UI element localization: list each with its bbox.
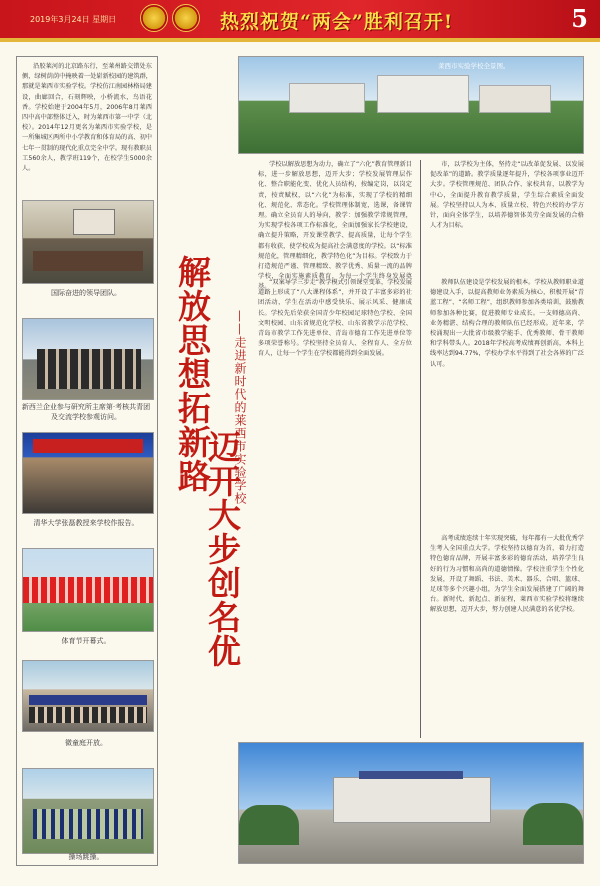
exercise-drill-photo: [22, 768, 154, 854]
sidebar-text: 沿胶莱河的北京路东行，至莱州路交错处东侧，绿树荫荫中掩映着一处崭新校园的建筑群，那就是莱西市实验学校。学校仿江南园林格局建设，曲廊回合，石刻辉映，小桥流水，鸟语花香。学校始建于2004年5月，2006年8月莱西四中高中部整体迁入，时为莱西市第一中学（北校）。2014年12月更名为莱西市实验学校，是一所集城区两所中小学教育和体育局的高、初中七年一贯制的现代化重点完全中学。现有教职员工560余人，教学班119个，在校学生5000余人。: [22, 63, 152, 173]
issue-date: 2019年3月24日 星期日: [30, 15, 117, 24]
campus-panorama-photo: [238, 56, 584, 154]
page-number: 5: [571, 4, 588, 33]
photo2-caption: 新西兰企业参与研究所主席第·考核共青团及交流学校参观访问。: [21, 403, 151, 421]
emblem-icon: [140, 4, 168, 32]
photo1-caption: 国际奋进的领导团队。: [51, 289, 121, 297]
sports-festival-photo: [22, 548, 154, 632]
banner-slogan: 热烈祝贺“两会”胜利召开!: [220, 11, 454, 33]
photo6-caption: 操场跳操。: [68, 853, 104, 861]
top-photo-caption: 莱西市实验学校全景图。: [438, 62, 510, 70]
article-column-c: “双案导学三步走”教学模式引领课堂变革，学校发展道路上形成了“八大课程体系”，并开设了丰富多彩的社团活动，学生在活动中感受快乐、展示风采、健康成长。学校先后荣获全国青少年校园足球特色学校、全国文明校园、山东省规范化学校、山东省教学示范学校、青岛市教学工作先进单位、青岛市德育工作先进单位等多项荣誉称号。学校坚持全员育人、全程育人、全方位育人，让每一个学生在学校都能得到全面发展。: [258, 279, 412, 358]
headline-subtitle: ——走进新时代的莱西市实验学校: [233, 310, 247, 505]
photo3-caption: 清华大学张磊教授来学校作报告。: [33, 519, 139, 527]
leadership-meeting-photo: [22, 200, 154, 284]
article-column-e: 高考成绩连续十年实现突破，每年都有一大批优秀学生考入全国重点大学。学校坚持以德育为首，着力打造特色德育品牌，开展丰富多彩的德育活动，培养学生良好的行为习惯和高尚的道德情操。学校注重学生个性化发展，开设了舞蹈、书法、美术、器乐、合唱、篮球、足球等多个兴趣小组，为学生全面发展搭建了广阔的舞台。新时代、新起点、新征程，莱西市实验学校将继续解放思想，迈开大步，努力创建人民满意的名优学校。: [430, 535, 584, 614]
photo5-caption: 微童庭开放。: [65, 739, 107, 747]
article-column-a: 学校以解放思想为动力，确立了“六化”教育管理新目标，进一步解放思想，迈开大步；学校发展管理层作化、整合职能化变、优化人员结构，按编定岗，以岗定责，按责赋权，以“六化”为标准，实现了学校的精细化、规范化、常态化。学校管理体制宽，选课，备课管理。确立全员育人的导向，教学：加强教学常规管理，为实现学校各项工作标准化，全面加强家长学校建设，确立提升策略，开发课堂教学、提高质量，让每个学生都有收获，使学校成为提高社会满意度的学校。以“标准规范化，管理精细化，教学特色化”为目标。学校致力于打造规范严谨、管理精致、教学优秀、质量一流的品牌学校，全面实施素质教育，为每一个学生终身发展奠基。: [258, 161, 412, 291]
lecture-hall-photo: [22, 432, 154, 514]
headline-line2: 迈开大步创名优: [203, 430, 242, 668]
emblem-icon: [172, 4, 200, 32]
masthead-banner: [0, 0, 600, 38]
photo4-caption: 体育节开幕式。: [61, 637, 111, 645]
campus-gate-photo: [238, 742, 584, 864]
banner-gold-rule: [0, 38, 600, 42]
article-column-d: 教师队伍建设是学校发展的根本。学校从教师职业道德建设入手，以提高教师业务素质为核心，积极开展“青蓝工程”、“名师工程”，组织教师参加各类培训，鼓励教师参加各种比赛，促进教师专业成长。一支师德高尚、业务精湛、结构合理的教师队伍已经形成。近年来，学校涌现出一大批省市级教学能手、优秀教师、骨干教师和学科带头人。2018年学校高考成绩再创新高，本科上线率达到94.77%，学校办学水平得到了社会各界的广泛认可。: [430, 279, 584, 368]
visitors-group-photo: [22, 318, 154, 400]
article-column-b: 市，以学校为主体，坚持走“以改革促发展、以发展促改革”的道路。教学质量逐年提升，学校各项事业迈开大步。学校管理规范、团队合作、家校共育，以教学为中心，全面提升教育教学质量，学生综合素质全面发展。学校坚持以人为本、质量立校、特色兴校的办学方针，面向全体学生，以培养德智体美劳全面发展的合格人才为目标。: [430, 161, 584, 230]
open-day-photo: [22, 660, 154, 732]
column-rule: [420, 160, 421, 738]
headline-line1: 解放思想拓新路: [173, 255, 212, 493]
